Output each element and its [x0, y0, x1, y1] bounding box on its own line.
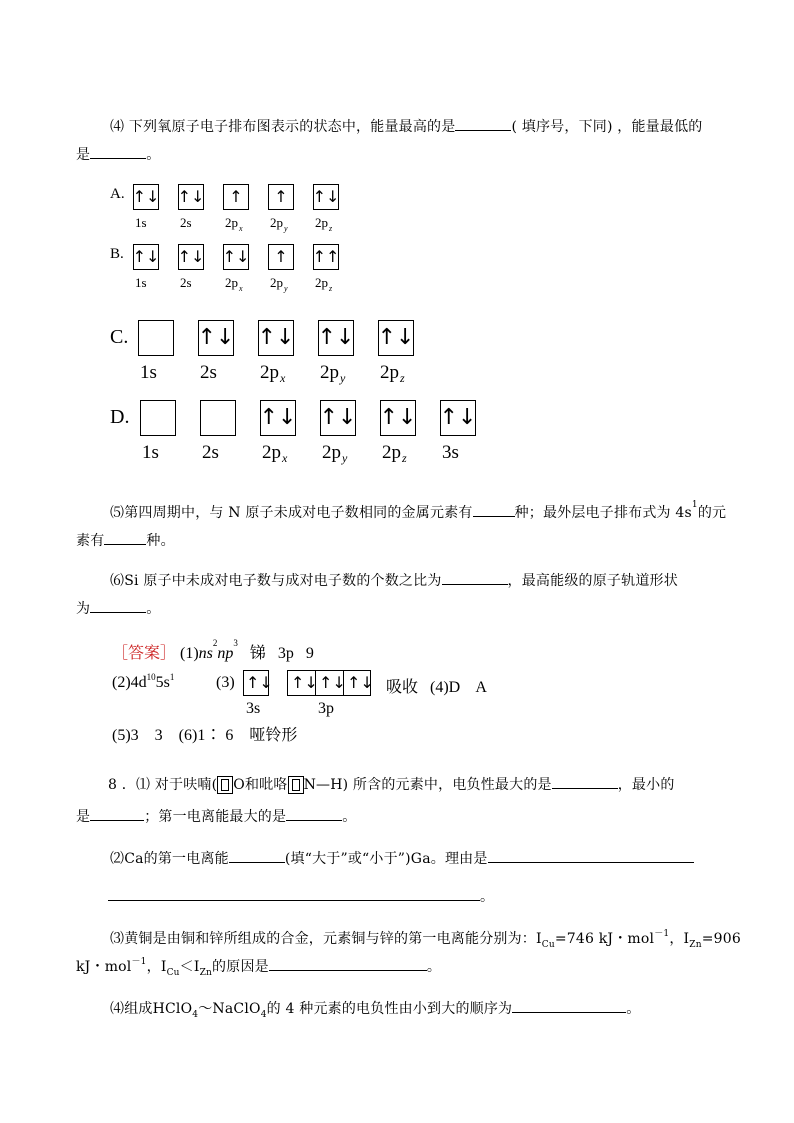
orbital-box: [268, 244, 294, 270]
option-label: A.: [110, 186, 125, 202]
answer-text: 5s: [155, 674, 170, 691]
spin-arrows-icon: ↑↓: [177, 187, 205, 206]
q8-text: ～NaClO: [198, 1001, 261, 1017]
q8-text: 是: [76, 809, 91, 825]
orbital-label: 1s: [140, 362, 157, 383]
answer-sup: 2: [212, 638, 218, 648]
orbital-label: 2s: [200, 362, 217, 383]
q8-text: ⑷组成: [110, 1001, 153, 1017]
spin-arrows-icon: ↑↓: [132, 247, 160, 266]
answer-blank[interactable]: [442, 570, 508, 585]
answer-a3-tail: 吸收 (4)D A: [386, 679, 487, 696]
q6-text: 。: [146, 601, 161, 617]
q8-sub: Cu: [541, 939, 555, 950]
answer-blank[interactable]: [455, 116, 511, 131]
q8-text: ＜I: [179, 959, 200, 975]
orbital-label: $2p_y$: [320, 362, 346, 385]
answer-label-3s: 3s: [246, 700, 261, 717]
q8-sub: Cu: [166, 967, 180, 978]
answer-sup: 10: [146, 672, 156, 682]
q8-line1: [108, 774, 675, 794]
orbital-label: 1s: [142, 442, 159, 463]
q8-sub: 4: [192, 1009, 199, 1020]
orbital-box: [223, 184, 249, 210]
q8-part3-line2: [76, 956, 441, 978]
answer-blank[interactable]: [90, 806, 144, 821]
orbital-label: $2p_z$: [380, 362, 405, 385]
pyrrole-ring-icon: [288, 776, 304, 794]
orbital-label: 2s: [202, 442, 219, 463]
spin-arrows-icon: ↑↓: [132, 187, 160, 206]
q5-text: 的元: [697, 505, 727, 521]
q8-text: ，I: [669, 931, 690, 947]
spin-arrows-icon: ↑↓: [222, 247, 250, 266]
q8-text: HClO: [152, 1001, 193, 1017]
q5-text: 种；最外层电子排布式为 4s: [514, 505, 692, 521]
q8-part3-line1: [110, 928, 741, 950]
answer-blank[interactable]: [286, 806, 342, 821]
orbital-box: [268, 184, 294, 210]
q8-sup: －1: [654, 929, 670, 939]
q8-text: 的原因是: [212, 959, 269, 975]
q8-text: ，I: [146, 959, 167, 975]
q8-text: 。: [480, 889, 495, 905]
option-label: C.: [110, 326, 129, 348]
answer-line56: (5)3 3 (6)1∶ 6 哑铃形: [112, 727, 298, 744]
q6-text: 为: [76, 601, 91, 617]
orbital-label: $2p_y$: [270, 275, 288, 293]
answer-blank[interactable]: [473, 502, 515, 517]
orbital-box: [178, 184, 204, 210]
spin-arrows-icon: ↑↓: [312, 187, 340, 206]
orbital-box: [320, 400, 356, 436]
spin-arrows-icon: ↑↓: [291, 673, 318, 692]
q6-line2: [76, 598, 160, 618]
q8-text: O和吡咯: [233, 777, 288, 793]
orbital-box: [313, 244, 339, 270]
q8-sub: 4: [260, 1009, 267, 1020]
orbital-label: $2p_x$: [262, 442, 288, 465]
answer-formula: ns: [198, 645, 213, 662]
q6-text: ⑹Si 原子中未成对电子数与成对电子数的个数之比为: [110, 573, 442, 589]
q4-line1: [110, 116, 702, 136]
q8-text: ；第一电离能最大的是: [144, 809, 287, 825]
orbital-label: 1s: [135, 215, 147, 230]
answer-sup: 3: [233, 638, 238, 648]
orbital-label: $2p_z$: [382, 442, 407, 465]
q8-text: ，最小的: [617, 777, 675, 793]
option-label: D.: [110, 406, 130, 428]
q8-text: =746 kJ・mol: [554, 931, 655, 947]
orbital-label: 2s: [180, 215, 192, 230]
q5-text: 种。: [146, 533, 175, 549]
q8-sub: Zn: [689, 939, 702, 950]
spin-arrows-icon: ↑↓: [197, 325, 235, 350]
orbital-label: $2p_y$: [322, 442, 348, 465]
q8-text: 。: [342, 809, 357, 825]
spin-arrows-icon: ↑↓: [347, 673, 374, 692]
answer-text: 锑 3p 9: [249, 645, 314, 662]
orbital-box: [260, 400, 296, 436]
answer-blank[interactable]: [90, 598, 146, 613]
spin-arrows-icon: ↑↑: [312, 247, 340, 266]
q5-sup: 1: [691, 500, 698, 510]
answer-line1: [112, 640, 314, 663]
orbital-label: $2p_y$: [270, 215, 288, 233]
q8-text: =906: [701, 931, 742, 947]
answer-text: (1): [180, 645, 199, 662]
q8-part2-line1: [110, 848, 694, 868]
orbital-label: $2p_z$: [315, 275, 333, 293]
option-label: B.: [110, 246, 124, 262]
orbital-box: [440, 400, 476, 436]
spin-arrows-icon: ↑↓: [379, 405, 417, 430]
answer-blank[interactable]: [104, 530, 146, 545]
spin-arrows-icon: ↑↓: [317, 325, 355, 350]
orbital-label: $2p_x$: [225, 275, 243, 293]
spin-arrows-icon: ↑: [274, 187, 288, 206]
answer-sup: 1: [169, 672, 175, 682]
q5-text: 素有: [76, 533, 105, 549]
orbital-box: [223, 244, 249, 270]
answer-line2: [112, 674, 174, 692]
answer-blank[interactable]: [90, 144, 146, 159]
spin-arrows-icon: ↑↓: [319, 405, 357, 430]
orbital-label: 1s: [135, 275, 147, 290]
spin-arrows-icon: ↑↓: [259, 405, 297, 430]
q8-text: kJ・mol: [76, 959, 132, 975]
orbital-label: $2p_x$: [225, 215, 243, 233]
q4-text: 是: [76, 147, 91, 163]
q6-text: ，最高能级的原子轨道形状: [507, 573, 678, 589]
orbital-box: [313, 184, 339, 210]
q4-text-tail: ( 填序号，下同) ，能量最低的: [511, 119, 703, 135]
q8-part2-line2: [108, 886, 494, 906]
q5-line2: [76, 530, 175, 550]
orbital-box: [380, 400, 416, 436]
q8-sup: －1: [131, 957, 147, 967]
spin-arrows-icon: ↑↓: [246, 673, 273, 692]
orbital-box: [318, 320, 354, 356]
q8-text: 8 ．⑴ 对于呋喃(: [108, 777, 218, 793]
answer-blank[interactable]: [552, 774, 618, 789]
answer-formula: np: [217, 645, 234, 662]
q8-text: ⑶黄铜是由铜和锌所组成的合金，元素铜与锌的第一电离能分别为：I: [110, 931, 542, 947]
q8-sub: Zn: [199, 967, 213, 978]
q6-line1: [110, 570, 678, 590]
spin-arrows-icon: ↑↓: [257, 325, 295, 350]
spin-arrows-icon: ↑: [229, 187, 243, 206]
q8-text: N—H) 所含的元素中，电负性最大的是: [303, 777, 552, 793]
q4-text: ⑷ 下列氧原子电子排布图表示的状态中，能量最高的是: [110, 119, 456, 135]
q8-text: 。: [426, 959, 442, 975]
q8-text: ⑵Ca的第一电离能: [110, 851, 229, 867]
orbital-box: [140, 400, 176, 436]
spin-arrows-icon: ↑↓: [377, 325, 415, 350]
orbital-label: 2s: [180, 275, 192, 290]
orbital-label: 3s: [442, 442, 459, 463]
q8-line2: [76, 806, 356, 826]
orbital-box: [138, 320, 174, 356]
q8-part4: [110, 998, 640, 1020]
orbital-box: [198, 320, 234, 356]
orbital-box: [200, 400, 236, 436]
answer-label-3p: 3p: [318, 700, 334, 717]
orbital-label: $2p_x$: [260, 362, 286, 385]
q8-text: (填“大于”或“小于”)Ga。理由是: [284, 851, 488, 867]
q5-text: ⑸第四周期中，与 N 原子未成对电子数相同的金属元素有: [110, 505, 473, 521]
answer-blank[interactable]: [488, 848, 694, 863]
orbital-label: $2p_z$: [315, 215, 333, 233]
answer-text: (2)4d: [112, 674, 147, 691]
q4-line2: [76, 144, 160, 164]
spin-arrows-icon: ↑↓: [177, 247, 205, 266]
orbital-box: [258, 320, 294, 356]
answer-blank[interactable]: [512, 998, 626, 1013]
spin-arrows-icon: ↑: [274, 247, 288, 266]
furan-ring-icon: [217, 776, 233, 794]
answer-3p-box-group: [287, 670, 374, 696]
q8-text: 的 4 种元素的电负性由小到大的顺序为: [266, 1001, 513, 1017]
q4-text: 。: [146, 147, 161, 163]
answer-a3-prefix: (3): [216, 674, 235, 691]
orbital-box: [133, 184, 159, 210]
spin-arrows-icon: ↑↓: [319, 673, 346, 692]
spin-arrows-icon: ↑↓: [439, 405, 477, 430]
orbital-box: [178, 244, 204, 270]
q8-text: 。: [626, 1001, 641, 1017]
answer-blank[interactable]: [269, 956, 427, 971]
answer-3s-box: [243, 670, 273, 696]
answer-tag: ［答案］: [112, 645, 177, 662]
orbital-box: [133, 244, 159, 270]
orbital-box: [378, 320, 414, 356]
answer-blank[interactable]: [229, 848, 285, 863]
answer-blank[interactable]: [108, 886, 480, 901]
q5-line1: [110, 502, 726, 522]
